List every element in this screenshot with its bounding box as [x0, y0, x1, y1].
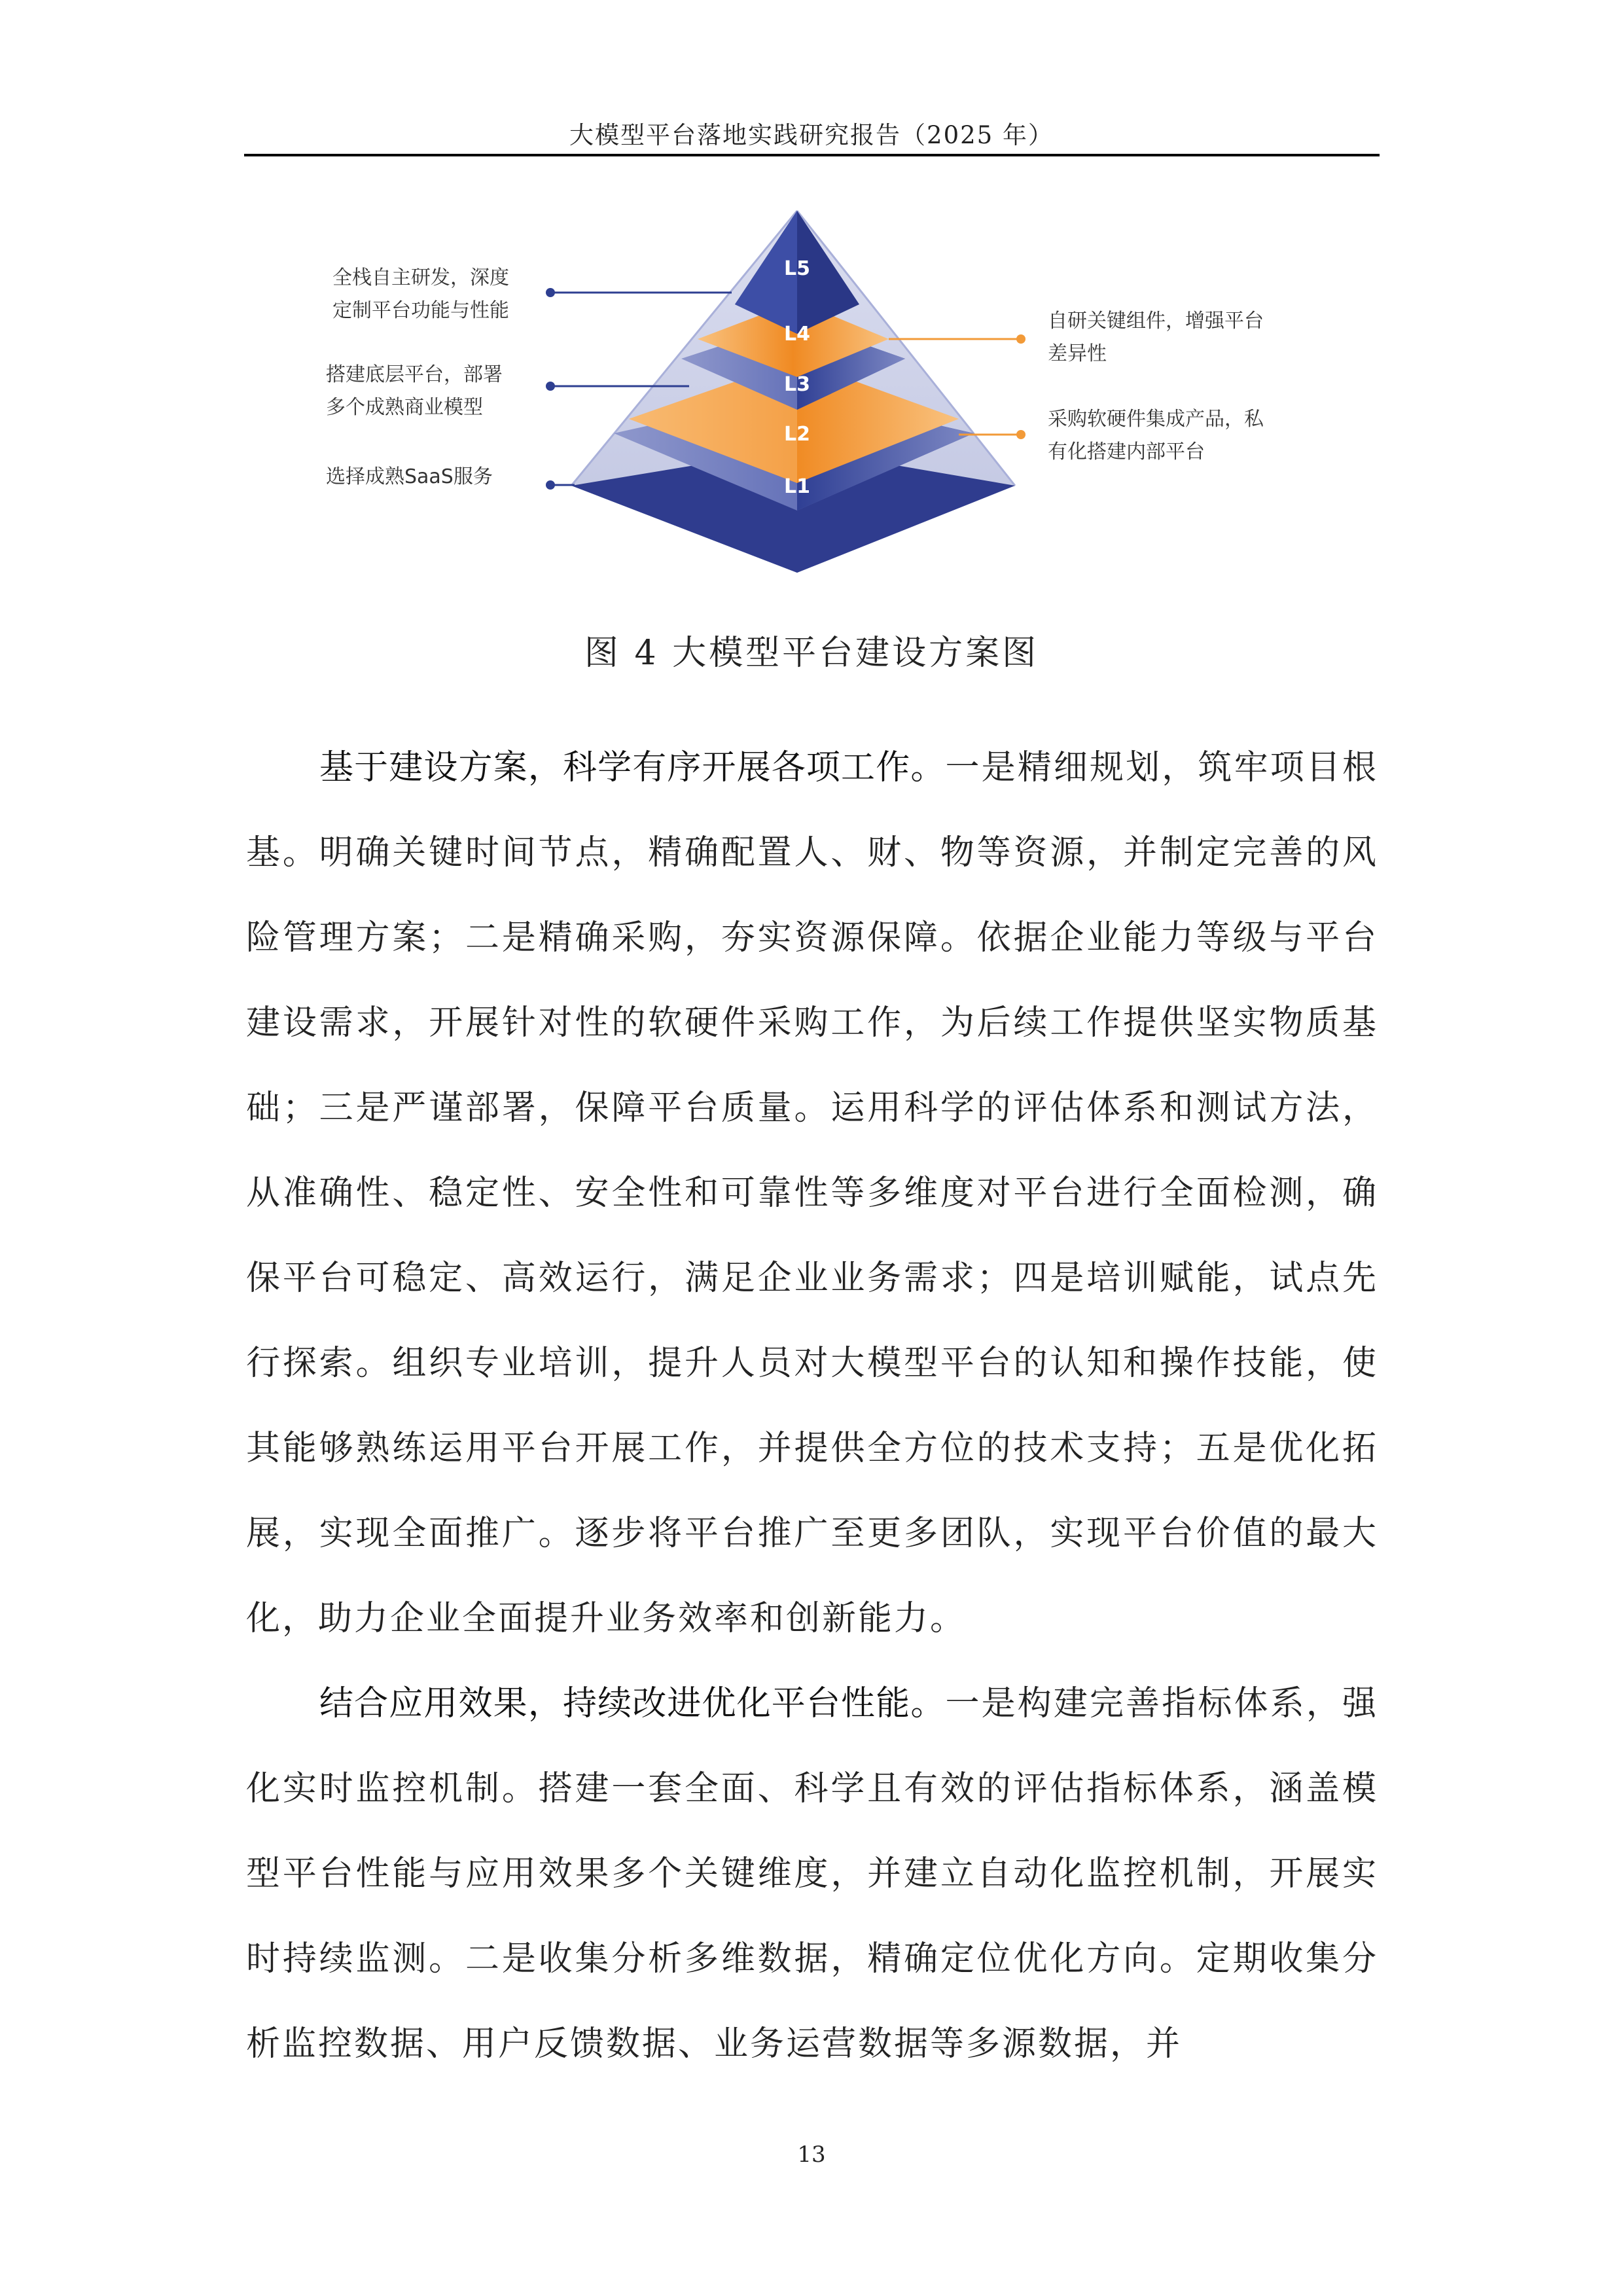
- body-text: [246, 725, 1378, 2087]
- label-l5-full-stack: 全栈自主研发，深度 定制平台功能与性能: [332, 266, 509, 322]
- paragraph-1: [246, 725, 1378, 1661]
- label-l1-saas: 选择成熟SaaS服务: [326, 465, 493, 488]
- paragraph-2-lead: 结合应用效果，持续改进优化平台性能。: [319, 1684, 946, 1723]
- label-l2-integrated-products: 采购软硬件集成产品，私 有化搭建内部平台: [1048, 408, 1264, 463]
- level-l5-label: L5: [784, 257, 810, 280]
- running-header: 大模型平台落地实践研究报告（2025 年）: [569, 121, 1054, 149]
- connector-left-l1-dot: [546, 480, 555, 490]
- connector-right-l4-dot: [1016, 334, 1026, 344]
- level-l2-label: L2: [784, 423, 810, 446]
- label-l4-key-components: 自研关键组件，增强平台 差异性: [1048, 310, 1264, 365]
- level-l1-label: L1: [784, 475, 810, 498]
- header-rule: [244, 154, 1380, 156]
- connector-left-l3-dot: [546, 382, 555, 391]
- connector-right-l2-dot: [1016, 430, 1026, 439]
- connector-left-l5-dot: [546, 288, 555, 297]
- pyramid-figure: [244, 196, 1380, 602]
- paragraph-1-text: 一是精细规划，筑牢项目根基。明确关键时间节点，精确配置人、财、物等资源，并制定完善的风险管理方案；二是精确采购，夯实资源保障。依据企业能力等级与平台建设需求，开展针对性的软硬件采购工作，为后续工作提供坚实物质基础；三是严谨部署，保障平台质量。运用科学的评估体系和测试方法，从准确性、稳定性、安全性和可靠性等多维度对平台进行全面检测，确保平台可稳定、高效运行，满足企业业务需求；四是培训赋能，试点先行探索。组织专业培训，提升人员对大模型平台的认知和操作技能，使其能够熟练运用平台开展工作，并提供全方位的技术支持；五是优化拓展，实现全面推广。逐步将平台推广至更多团队，实现平台价值的最大化，助力企业全面提升业务效率和创新能力。: [246, 748, 1378, 1638]
- figure-caption: 图 4 大模型平台建设方案图: [584, 634, 1039, 673]
- page-number: 13: [797, 2142, 826, 2168]
- paragraph-1-lead: 基于建设方案，科学有序开展各项工作。: [319, 748, 946, 787]
- level-l3-label: L3: [784, 373, 810, 396]
- paragraph-2: [246, 1661, 1378, 2087]
- label-l3-base-platform: 搭建底层平台，部署 多个成熟商业模型: [326, 363, 503, 419]
- level-l4-label: L4: [784, 323, 810, 346]
- paragraph-2-text: 一是构建完善指标体系，强化实时监控机制。搭建一套全面、科学且有效的评估指标体系，涵盖模型平台性能与应用效果多个关键维度，并建立自动化监控机制，开展实时持续监测。二是收集分析多维数据，精确定位优化方向。定期收集分析监控数据、用户反馈数据、业务运营数据等多源数据，并: [246, 1684, 1378, 2064]
